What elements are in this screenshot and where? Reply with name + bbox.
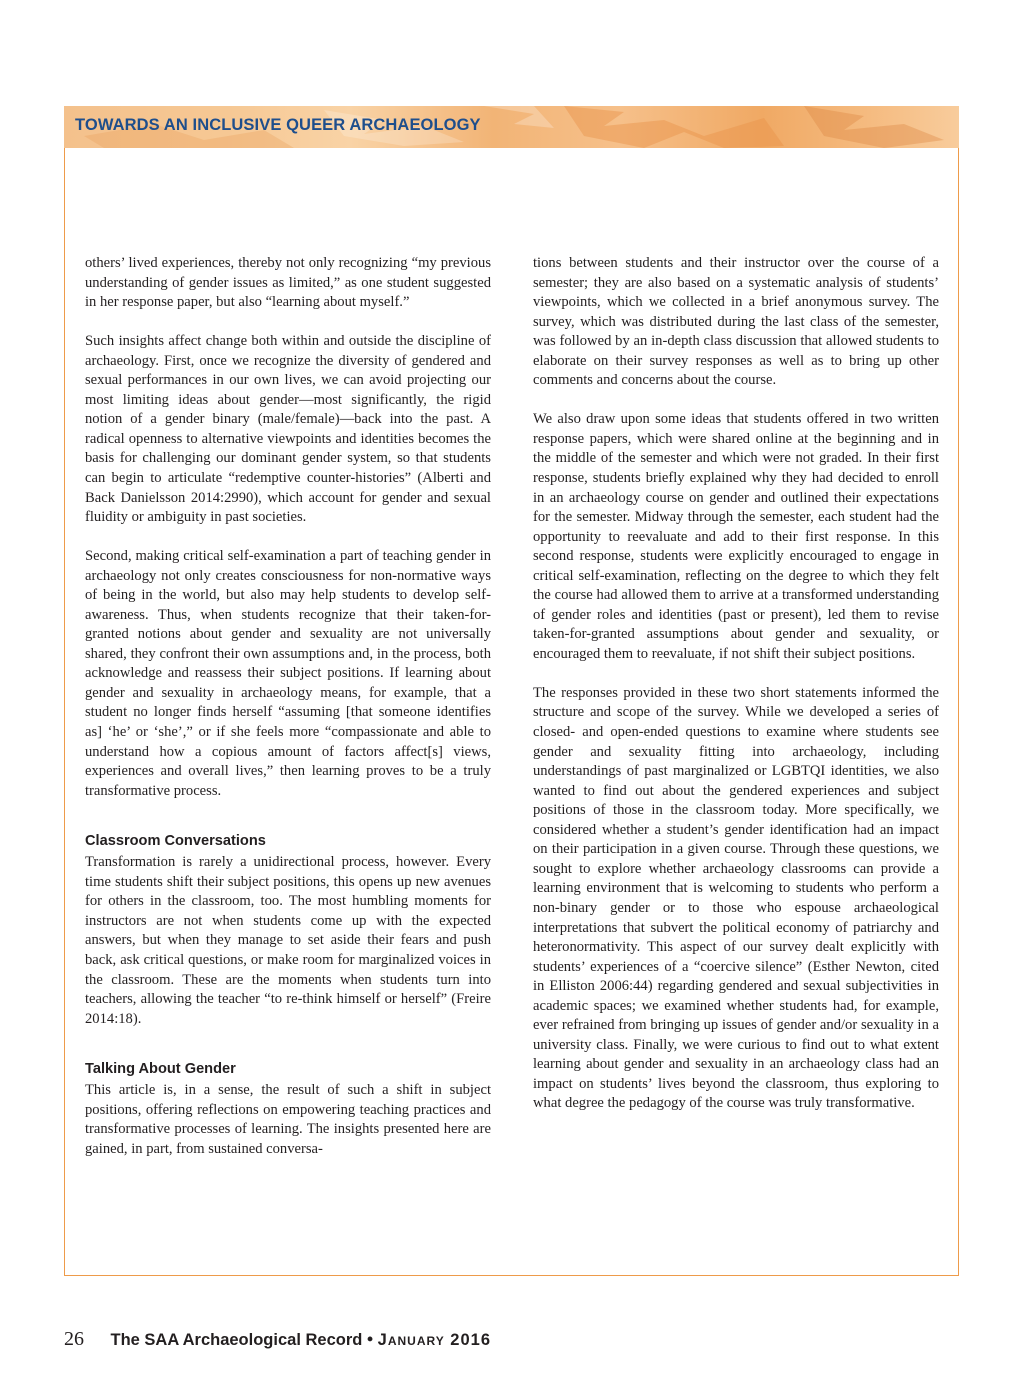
section-heading: Talking About Gender — [85, 1061, 236, 1078]
body-paragraph: Transformation is rarely a unidirectional process, however. Every time students shift their subject positions, this opens up new avenues for others in the classroom, too. The most humbling moments for instructors are not when students come up with the expected answers, but when they manage to set aside their fears and push back, ask critical questions, or make room for marginalized voices in the classroom. These are the moments when students turn into teachers, allowing the teacher “to re-think himself or herself” (Freire 2014:18). — [85, 854, 491, 1027]
issue-date: January 2016 — [377, 1331, 492, 1349]
body-paragraph: We also draw upon some ideas that students offered in two written response papers, which were shared online at the beginning and in the middle of the semester and which were not graded. In their first response, students briefly explained why they had decided to enroll in an archaeology course on gender and outlined their expectations for the semester. Midway through the semester, each student had the opportunity to reevaluate and add to their first response. In this second response, students were explicitly encouraged to engage in critical self-examination, reflecting on the degree to which they felt the course had allowed them to arrive at a transformed understanding of gender roles and identities (past or present), led them to revise taken-for-granted assumptions about gender and sexuality, or encouraged them to reevaluate, if not shift their subject positions. — [533, 411, 939, 662]
section-heading: Classroom Conversations — [85, 833, 266, 850]
header-banner — [64, 106, 959, 148]
journal-title: The SAA Archaeological Record — [110, 1331, 363, 1349]
page-footer — [64, 1328, 491, 1351]
running-header-title: TOWARDS AN INCLUSIVE QUEER ARCHAEOLOGY — [75, 116, 481, 134]
body-paragraph: others’ lived experiences, thereby not only recognizing “my previous understanding of gender issues as limited,” as one student suggested in her response paper, but also “learning about myself.” — [85, 255, 491, 311]
body-paragraph: The responses provided in these two short statements informed the structure and scope of the survey. While we developed a series of closed- and open-ended questions to examine where students see gender and sexuality fitting into archaeology, including understandings of past marginalized or LGBTQI identities, we also wanted to find out about the gendered experiences and subject positions of those in the classroom today. More specifically, we considered whether a student’s gender identification had an impact on their participation in a given course. Through these questions, we sought to explore whether archaeology classrooms can provide a learning environment that is welcoming to students who perform a non-binary gender or to those who espouse archaeological interpretations that subvert the political economy of patriarchy and heteronormativity. This aspect of our survey dealt explicitly with students’ experiences of a “coercive silence” (Esther Newton, cited in Elliston 2006:44) regarding gendered and sexual subjectivities in academic spaces; we examined whether students had, for example, ever refrained from bringing up issues of gender and/or sexuality in a university class. Finally, we were curious to find out to what extent learning about gender and sexuality in an archaeology class had an impact on students’ lives beyond the classroom, thus exploring to what degree the pedagogy of the course was truly transformative. — [533, 684, 939, 1112]
footer-separator: • — [366, 1329, 374, 1349]
body-paragraph: Second, making critical self-examination a part of teaching gender in archaeology not only creates consciousness for non-normative ways of being in the world, but also may help students to develop self-awareness. Thus, when students recognize that their taken-for-granted notions about gender and sexuality are not universally shared, they confront their own assumptions and, in the process, both acknowledge and reassess their subject positions. If learning about gender and sexuality in archaeology means, for example, that a student no longer finds herself “assuming [that someone identifies as] ‘he’ or ‘she’,” or if she feels more “compassionate and able to understand how a copious amount of factors affect[s] views, experiences and overall lives,” then learning proves to be a truly transformative process. — [85, 548, 491, 799]
body-paragraph: tions between students and their instructor over the course of a semester; they are also based on a systematic analysis of students’ viewpoints, which we collected in a brief anonymous survey. The survey, which was distributed during the last class of the semester, was followed by an in-depth class discussion that allowed students to elaborate on their survey responses as well as to bring up other comments and concerns about the course. — [533, 255, 939, 389]
body-paragraph: This article is, in a sense, the result of such a shift in subject positions, offering reflections on empowering teaching practices and transformative processes of learning. The insights presented here are gained, in part, from sustained conversa- — [85, 1082, 491, 1157]
right-column — [533, 254, 939, 1114]
body-paragraph: Such insights affect change both within and outside the discipline of archaeology. First, once we recognize the diversity of gendered and sexual performances in our own lives, we can avoid projecting our most limiting ideas about gender—most significantly, the rigid notion of a gender binary (male/female)—back into the past. A radical openness to alternative viewpoints and identities becomes the basis for challenging our dominant gender system, so that students can begin to articulate “redemptive counter-histories” (Alberti and Back Danielsson 2014:2990), which account for gender and sexual fluidity or ambiguity in past societies. — [85, 333, 491, 526]
page-number: 26 — [64, 1328, 84, 1350]
left-column — [85, 254, 491, 1159]
